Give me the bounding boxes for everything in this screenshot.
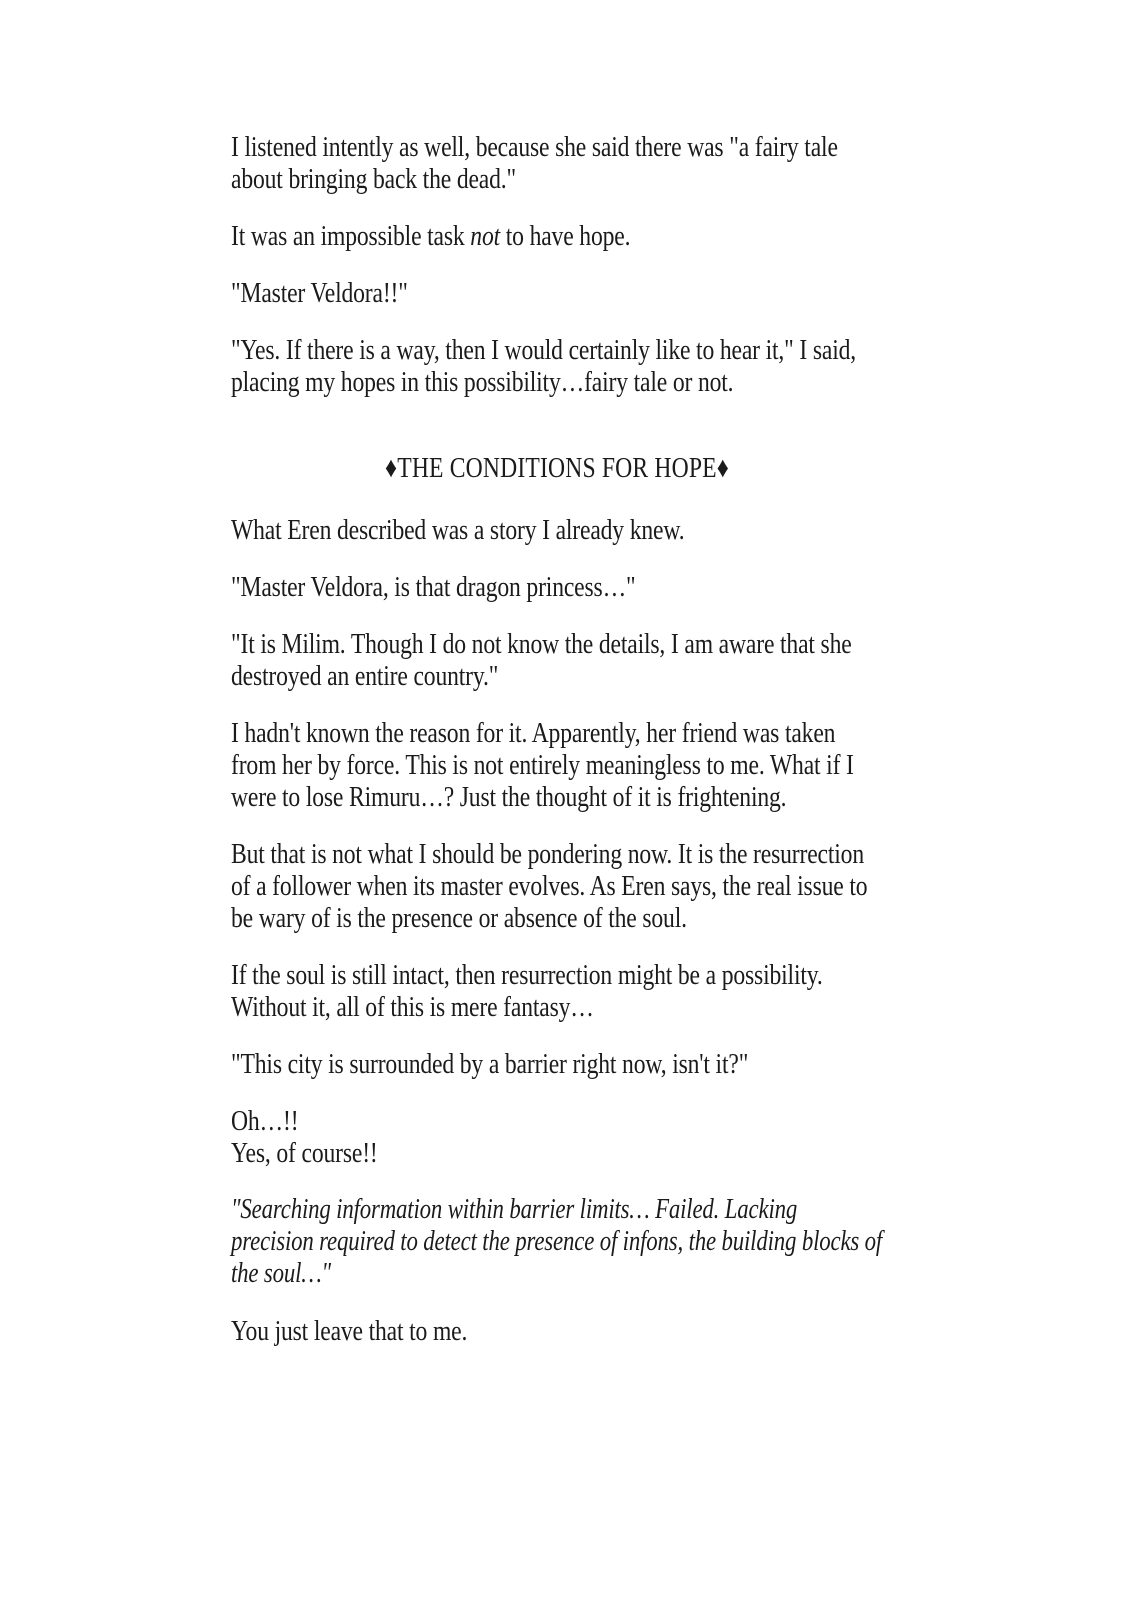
paragraph-7 [231, 571, 883, 603]
paragraph-3 [231, 277, 883, 309]
text-run: "Searching information within barrier limits… Failed. Lacking precision required to detect the presence of infons, the building blocks of the soul…" [231, 1194, 883, 1289]
text-run: I listened intently as well, because she said there was "a fairy tale about bringing back the dead." [231, 131, 838, 195]
paragraph-11 [231, 959, 883, 1023]
text-run: Oh…!! [231, 1105, 299, 1137]
paragraph-1 [231, 131, 883, 195]
page-content [231, 131, 883, 1372]
paragraph-9 [231, 717, 883, 813]
paragraph-10 [231, 838, 883, 934]
paragraph-4 [231, 334, 883, 398]
text-run: But that is not what I should be pondering now. It is the resurrection of a follower when its master evolves. As Eren says, the real issue to be wary of is the presence or absence of the soul. [231, 838, 868, 934]
text-run: to have hope. [500, 220, 631, 252]
text-run: If the soul is still intact, then resurrection might be a possibility. Without it, all of this is mere fantasy… [231, 959, 823, 1023]
text-run: "Master Veldora, is that dragon princess…" [231, 571, 636, 603]
emphasized-text: not [470, 220, 501, 252]
text-run: What Eren described was a story I already knew. [231, 514, 685, 546]
text-run: ♦THE CONDITIONS FOR HOPE♦ [384, 452, 729, 484]
paragraph-13 [231, 1105, 883, 1169]
text-run: "Yes. If there is a way, then I would certainly like to hear it," I said, placing my hopes in this possibility…fairy tale or not. [231, 334, 857, 398]
section-heading [231, 452, 883, 484]
paragraph-6 [231, 514, 883, 546]
paragraph-14 [231, 1194, 883, 1290]
text-run: "Master Veldora!!" [231, 277, 408, 309]
paragraph-8 [231, 628, 883, 692]
text-run: "This city is surrounded by a barrier right now, isn't it?" [231, 1048, 749, 1080]
paragraph-2 [231, 220, 883, 252]
paragraph-15 [231, 1315, 883, 1347]
text-run: "It is Milim. Though I do not know the details, I am aware that she destroyed an entire country." [231, 628, 852, 692]
paragraph-12 [231, 1048, 883, 1080]
text-run: Yes, of course!! [231, 1137, 378, 1169]
text-run: I hadn't known the reason for it. Apparently, her friend was taken from her by force. This is not entirely meaningless to me. What if I were to lose Rimuru…? Just the thought of it is frightening. [231, 717, 854, 813]
text-run: It was an impossible task [231, 220, 471, 252]
text-run: You just leave that to me. [231, 1315, 468, 1347]
